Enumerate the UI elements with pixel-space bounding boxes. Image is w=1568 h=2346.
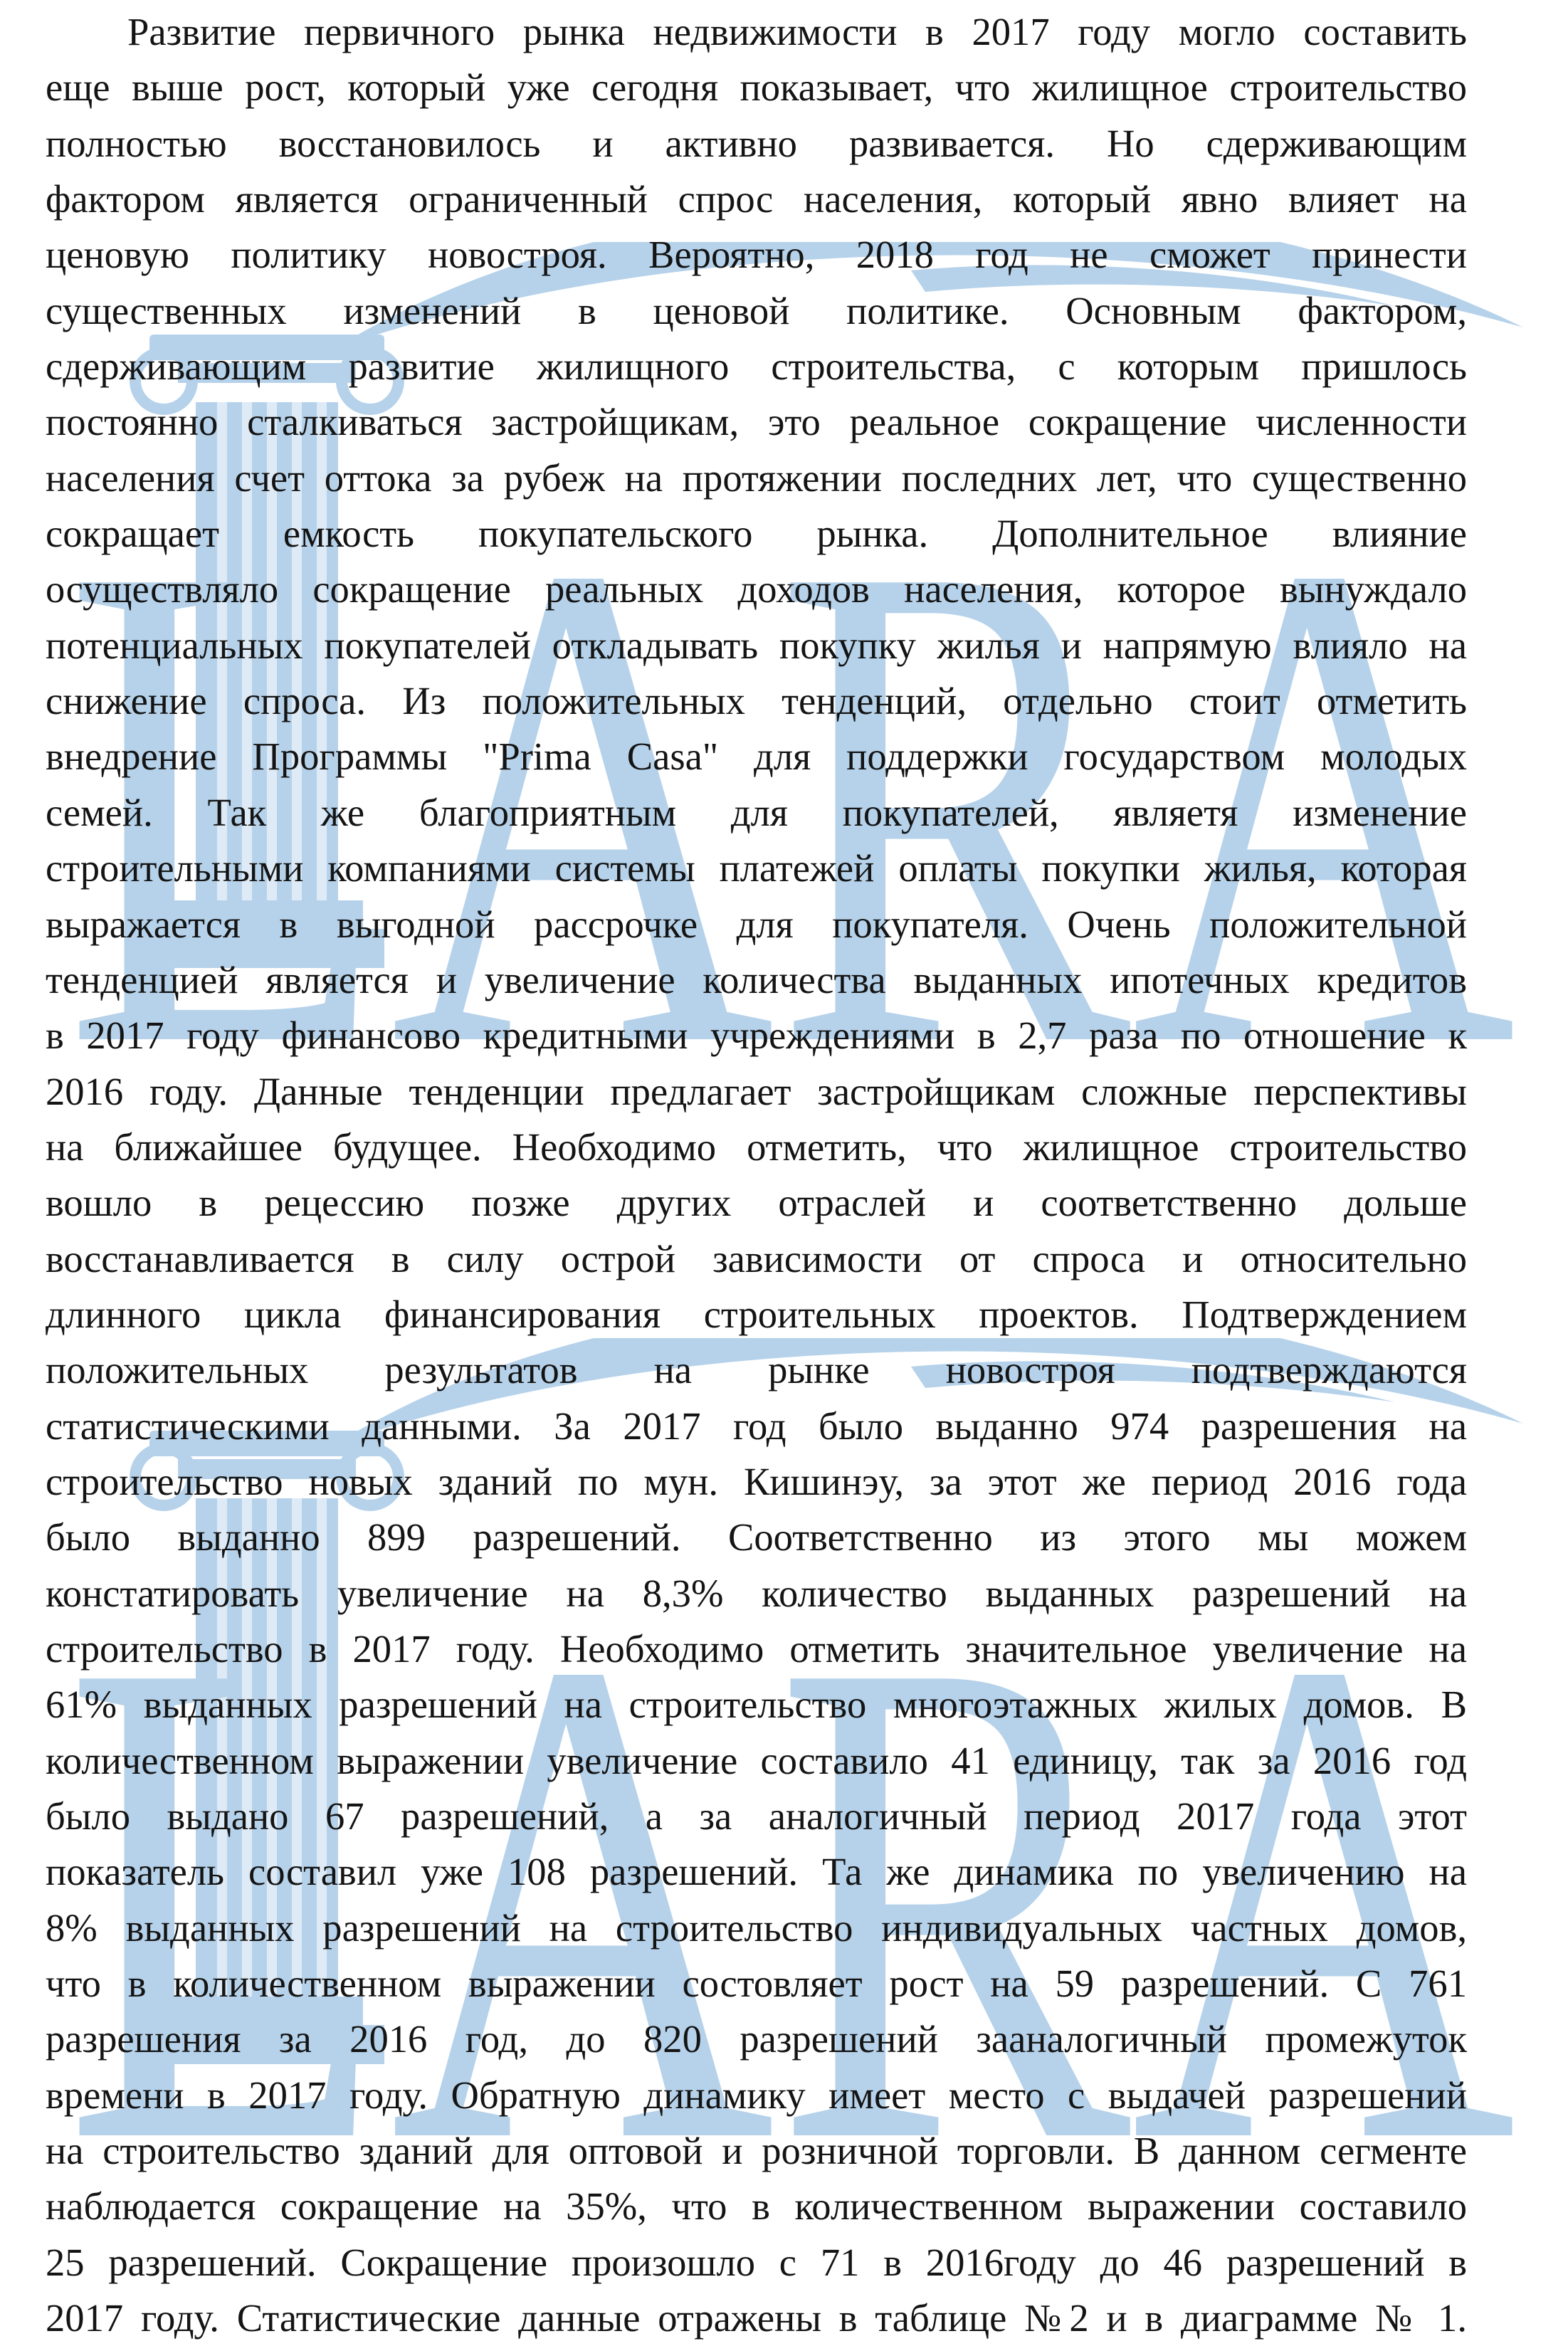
paragraph-line: разрешения за 2016 год, до 820 разрешений зааналогичный промежуток [46, 2017, 1467, 2061]
paragraph-line: строительство в 2017 году. Необходимо отметить значительное увеличение на [46, 1626, 1467, 1671]
paragraph-line: тенденцией является и увеличение количества выданных ипотечных кредитов [46, 957, 1467, 1001]
paragraph-line: осуществляло сокращение реальных доходов населения, которое вынуждало [46, 567, 1467, 611]
watermark-letters: LARA [64, 1514, 1516, 2206]
paragraph-line: восстанавливается в силу острой зависимости от спроса и относительно [46, 1236, 1467, 1280]
paragraph-line: на строительство зданий для оптовой и розничной торговли. В данном сегменте [46, 2129, 1467, 2173]
paragraph-line: констатировать увеличение на 8,3% количество выданных разрешений на [46, 1571, 1467, 1615]
paragraph-line: населения счет оттока за рубеж на протяжении последних лет, что существенно [46, 456, 1467, 500]
paragraph-line: количественном выражении увеличение составило 41 единицу, так за 2016 год [46, 1738, 1467, 1782]
paragraph-line: ценовую политику новостроя. Вероятно, 2018 год не сможет принести [46, 233, 1467, 277]
paragraph-line: было выданно 899 разрешений. Соответственно из этого мы можем [46, 1515, 1467, 1559]
paragraph-line: строительство новых зданий по мун. Кишинэу, за этот же период 2016 года [46, 1459, 1467, 1503]
paragraph-line: было выдано 67 разрешений, а за аналогичный период 2017 года этот [46, 1794, 1467, 1838]
paragraph-line: статистическими данными. За 2017 год было выданно 974 разрешения на [46, 1404, 1467, 1448]
paragraph-line: 61% выданных разрешений на строительство многоэтажных жилых домов. В [46, 1683, 1467, 1727]
paragraph-line: постоянно сталкиваться застройщикам, это реальное сокращение численности [46, 400, 1467, 444]
paragraph-line: в 2017 году финансово кредитными учреждениями в 2,7 раза по отношение к [46, 1014, 1467, 1058]
paragraph-line: 2016 году. Данные тенденции предлагает застройщикам сложные перспективы [46, 1069, 1467, 1113]
paragraph-line: 25 разрешений. Сокращение произошло с 71 в 2016году до 46 разрешений в [46, 2240, 1467, 2284]
paragraph-line: внедрение Программы "Prima Casa" для поддержки государством молодых [46, 735, 1467, 779]
paragraph-line: Развитие первичного рынка недвижимости в 2017 году могло составить [127, 10, 1467, 53]
paragraph-line: вошло в рецессию позже других отраслей и соответственно дольше [46, 1181, 1467, 1225]
paragraph-line: фактором является ограниченный спрос населения, который явно влияет на [46, 177, 1467, 221]
paragraph-line: что в количественном выражении состовляет рост на 59 разрешений. С 761 [46, 1962, 1467, 2006]
paragraph-line: еще выше рост, который уже сегодня показывает, что жилищное строительство [46, 65, 1467, 110]
paragraph-line: существенных изменений в ценовой политике. Основным фактором, [46, 288, 1467, 332]
paragraph-line: 2017 году. Статистические данные отражены в таблице №2 и в диаграмме № 1. [46, 2296, 1467, 2340]
paragraph-line: времени в 2017 году. Обратную динамику имеет место с выдачей разрешений [46, 2073, 1467, 2117]
paragraph-line: 8% выданных разрешений на строительство индивидуальных частных домов, [46, 1905, 1467, 1950]
paragraph-line: наблюдается сокращение на 35%, что в количественном выражении составило [46, 2184, 1467, 2229]
paragraph-line: потенциальных покупателей откладывать покупку жилья и напрямую влияло на [46, 623, 1467, 667]
paragraph-line: семей. Так же благоприятным для покупателей, являетя изменение [46, 790, 1467, 834]
paragraph-line: длинного цикла финансирования строительных проектов. Подтверждением [46, 1292, 1467, 1336]
paragraph-line: положительных результатов на рынке новостроя подтверждаются [46, 1348, 1467, 1392]
paragraph-line: выражается в выгодной рассрочке для покупателя. Очень положительной [46, 902, 1467, 946]
paragraph-line: снижение спроса. Из положительных тенденций, отдельно стоит отметить [46, 679, 1467, 723]
paragraph-line: строительными компаниями системы платежей оплаты покупки жилья, которая [46, 846, 1467, 890]
paragraph-line: сдерживающим развитие жилищного строительства, с которым пришлось [46, 344, 1467, 389]
paragraph-line: на ближайшее будущее. Необходимо отметить, что жилищное строительство [46, 1125, 1467, 1169]
paragraph-line: сокращает емкость покупательского рынка. Дополнительное влияние [46, 512, 1467, 556]
watermark-letters: LARA [64, 418, 1516, 1110]
paragraph-line: полностью восстановилось и активно развивается. Но сдерживающим [46, 121, 1467, 165]
document-paragraph [46, 4, 1467, 2346]
paragraph-line: показатель составил уже 108 разрешений. Та же динамика по увеличению на [46, 1850, 1467, 1894]
